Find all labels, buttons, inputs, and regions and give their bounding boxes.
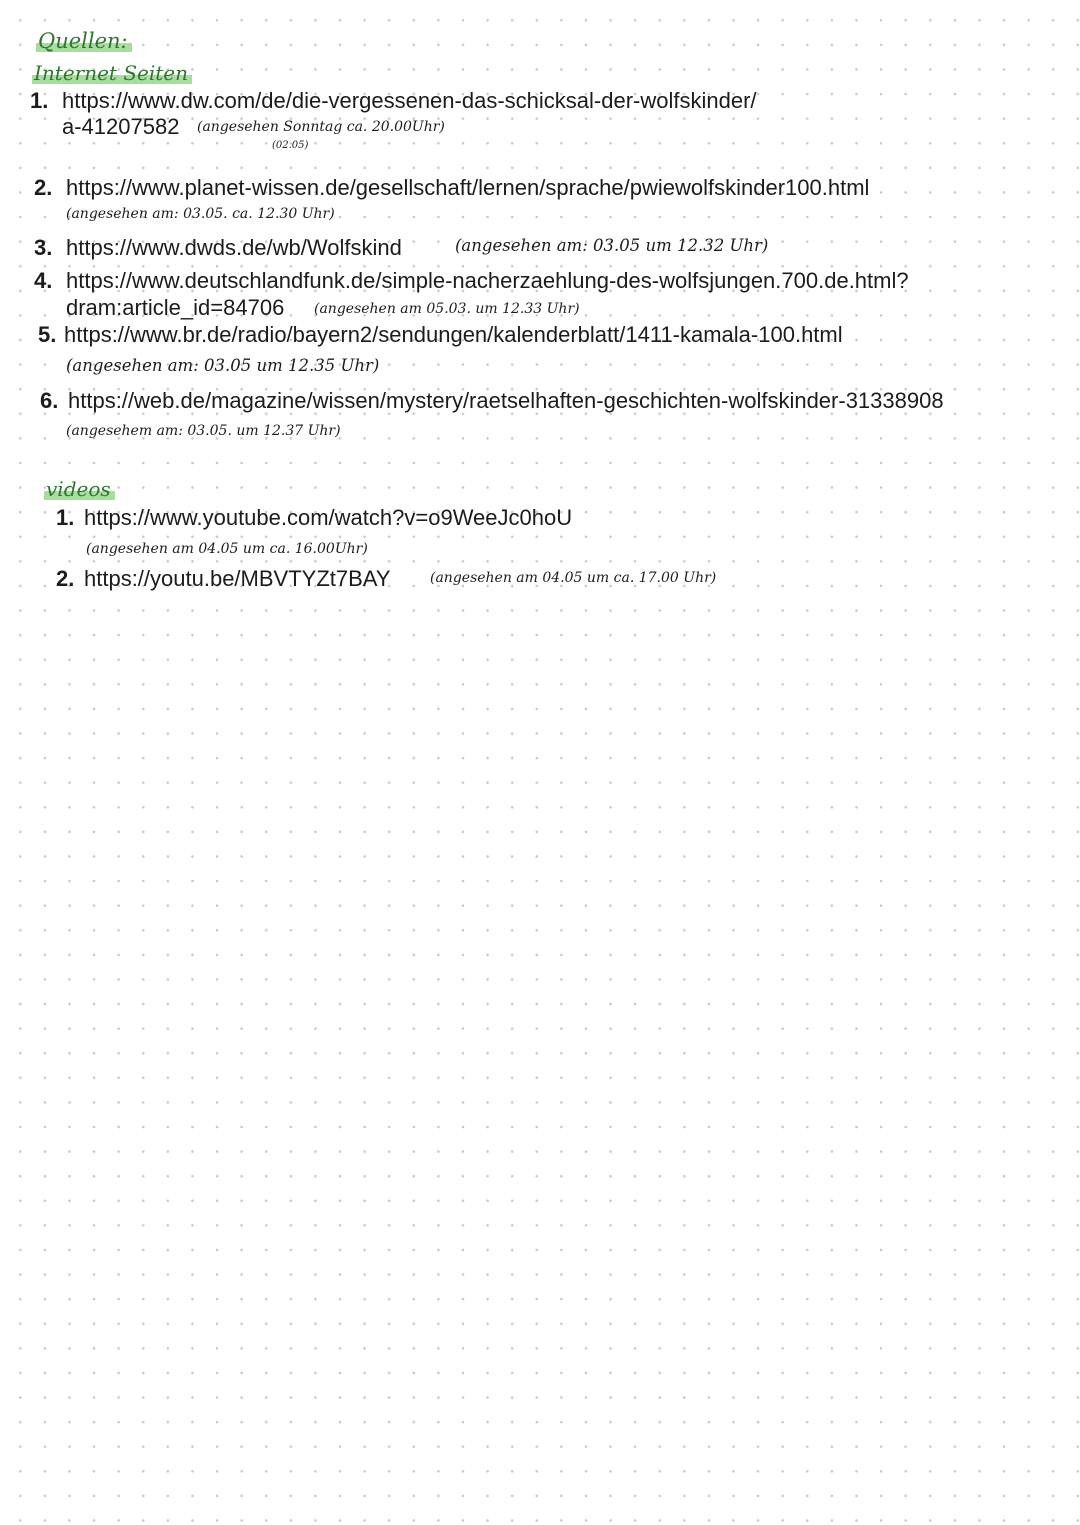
access-note: (angesehen am: 03.05. ca. 12.30 Uhr) bbox=[66, 206, 335, 222]
access-note: (angesehen am 05.03. um 12.33 Uhr) bbox=[314, 301, 580, 317]
source-number: 2. bbox=[34, 175, 53, 200]
video-url[interactable]: https://youtu.be/MBVTYZt7BAY bbox=[84, 566, 391, 591]
source-url[interactable]: https://www.dw.com/de/die-vergessenen-das-schicksal-der-wolfskinder/ bbox=[62, 88, 757, 113]
source-url-continued[interactable]: dram:article_id=84706 bbox=[66, 295, 285, 320]
source-number: 5. bbox=[38, 322, 57, 347]
access-note-date: (02.05) bbox=[272, 140, 309, 151]
access-note: (angesehen am 04.05 um ca. 16.00Uhr) bbox=[86, 541, 368, 557]
video-number: 1. bbox=[56, 505, 75, 530]
video-url[interactable]: https://www.youtube.com/watch?v=o9WeeJc0hoU bbox=[84, 505, 573, 530]
video-number: 2. bbox=[56, 566, 75, 591]
source-url[interactable]: https://www.planet-wissen.de/gesellschaft/lernen/sprache/pwiewolfskinder100.html bbox=[66, 175, 870, 200]
access-note: (angesehem am: 03.05. um 12.37 Uhr) bbox=[66, 423, 341, 439]
page-title: Quellen: bbox=[36, 30, 132, 52]
source-url[interactable]: https://www.dwds.de/wb/Wolfskind bbox=[66, 235, 402, 260]
source-url-continued[interactable]: a-41207582 bbox=[62, 114, 180, 139]
access-note: (angesehen am: 03.05 um 12.32 Uhr) bbox=[455, 236, 769, 255]
source-number: 6. bbox=[40, 388, 59, 413]
source-number: 3. bbox=[34, 235, 53, 260]
internet-sites-heading: Internet Seiten bbox=[32, 62, 192, 84]
access-note: (angesehen am: 03.05 um 12.35 Uhr) bbox=[66, 356, 380, 375]
videos-heading: videos bbox=[44, 478, 115, 500]
access-note: (angesehen am 04.05 um ca. 17.00 Uhr) bbox=[430, 570, 717, 586]
source-number: 1. bbox=[30, 88, 49, 113]
access-note: (angesehen Sonntag ca. 20.00Uhr) bbox=[197, 119, 445, 135]
source-url[interactable]: https://web.de/magazine/wissen/mystery/raetselhaften-geschichten-wolfskinder-31338908 bbox=[68, 388, 944, 413]
source-url[interactable]: https://www.deutschlandfunk.de/simple-nacherzaehlung-des-wolfsjungen.700.de.html? bbox=[66, 268, 909, 293]
source-number: 4. bbox=[34, 268, 53, 293]
source-url[interactable]: https://www.br.de/radio/bayern2/sendungen/kalenderblatt/1411-kamala-100.html bbox=[64, 322, 843, 347]
